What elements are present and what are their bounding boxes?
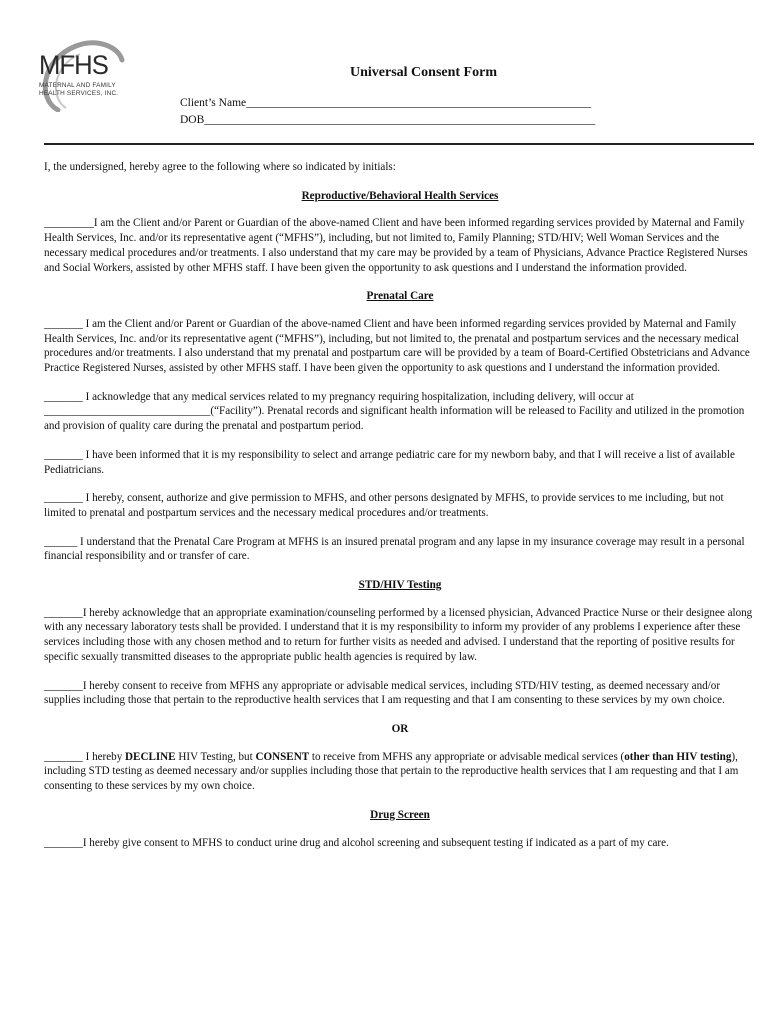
drug-screen-text: _______I hereby give consent to MFHS to conduct urine drug and alcohol screening and subsequent testing if indicated as a part of my care. <box>44 836 669 849</box>
form-title: Universal Consent Form <box>350 65 497 80</box>
drug-screen-heading: Drug Screen <box>370 808 430 821</box>
consent-word: CONSENT <box>255 750 310 763</box>
reproductive-heading: Reproductive/Behavioral Health Services <box>301 189 499 202</box>
prenatal-consent-text: _______ I am the Client and/or Parent or Guardian of the above-named Client and have been informed regarding services provided by Maternal and Family Health Services, Inc. and/or its representative agent (“MFHS”), including, but not limited to, the prenatal and postpartum services and the necessary medical procedures and/or treatments. I also understand that my prenatal and postpartum care will be provided by a team of Board-Certified Obstetricians and Advance Practice Registered Nurses, assisted by other MFHS staff. I have been given the opportunity to ask questions and I understand the information provided. <box>44 317 750 375</box>
authorization-text: _______ I hereby, consent, authorize and give permission to MFHS, and other persons designated by MFHS, to provide services to me including, but not limited to prenatal and postpartum services and the necessary medical procedures and/or treatments. <box>44 492 724 519</box>
mfhs-logo <box>36 40 136 112</box>
prenatal-heading: Prenatal Care <box>366 290 434 303</box>
or-divider: OR <box>391 722 409 735</box>
client-name-field[interactable]: Client’s Name____________________________________________________________ <box>180 97 592 109</box>
std-acknowledge-text: _______I hereby acknowledge that an appropriate examination/counseling performed by a licensed physician, Advanced Practice Nurse or their designee along with any necessary laboratory tests shall be provided. I understand that it is my responsibility to inform my provider of any problems I experience after these services including those with any chosen method and to return for further visits as needed and advised. I understand that the reporting of positive results for specific sexually transmitted diseases to the appropriate public health agencies is required by law. <box>44 606 753 663</box>
logo-wordmark: MFHS <box>39 50 108 80</box>
decline-mid: HIV Testing, but <box>175 750 256 763</box>
dob-field[interactable]: DOB____________________________________________________________________ <box>180 114 596 126</box>
decline-end: ), including STD testing as deemed necessary and/or supplies including those that pertain to the reproductive health services that I am requesting and that I am consenting to these services by my own choice. <box>44 750 739 793</box>
hospitalization-text: _______ I acknowledge that any medical services related to my pregnancy requiring hospitalization, including delivery, will occur at ______________________________(“Facility”). Prenatal records and significant health information will be released to Facility and utilized in the promotion and provision of quality care during the prenatal and postpartum period. <box>44 390 745 433</box>
logo-subtitle <box>39 82 118 98</box>
intro-text: I, the undersigned, hereby agree to the following where so indicated by initials: <box>44 161 396 173</box>
pediatric-care-text: _______ I have been informed that it is my responsibility to select and arrange pediatric care for my newborn baby, and that I will receive a list of available Pediatricians. <box>44 448 735 476</box>
insurance-text: ______ I understand that the Prenatal Care Program at MFHS is an insured prenatal program and any lapse in my insurance coverage may result in a personal financial responsibility and or transfer of care. <box>44 535 745 563</box>
form-body <box>44 160 756 864</box>
other-than-hiv: other than HIV testing <box>624 750 732 763</box>
reproductive-consent-text: _________I am the Client and/or Parent or Guardian of the above-named Client and have been informed regarding services provided by Maternal and Family Health Services, Inc. and/or its representative agent (“MFHS”), including, but not limited to, Family Planning; STD/HIV; Well Woman Services and the necessary medical procedures and/or treatments. I also understand that my care may be provided by a team of Physicians, Advance Practice Registered Nurses and Social Workers, assisted by other MFHS staff. I have been given the opportunity to ask questions and I understand the information provided. <box>44 217 748 274</box>
decline-word: DECLINE <box>125 750 176 763</box>
header-divider <box>44 143 754 145</box>
decline-mid2: to receive from MFHS any appropriate or advisable medical services ( <box>309 750 625 763</box>
std-hiv-heading: STD/HIV Testing <box>358 579 442 592</box>
hiv-decline-text <box>44 750 756 794</box>
std-consent-text: _______I hereby consent to receive from MFHS any appropriate or advisable medical services, including STD/HIV testing, as deemed necessary and/or supplies including those that pertain to the reproductive health services that I am requesting and that I am consenting to these services by my own choice. <box>44 679 725 707</box>
logo-subtitle-line2: HEALTH SERVICES, INC. <box>39 90 119 97</box>
decline-blank: _______ I hereby <box>44 750 126 763</box>
logo-subtitle-line1: MATERNAL AND FAMILY <box>39 82 116 89</box>
